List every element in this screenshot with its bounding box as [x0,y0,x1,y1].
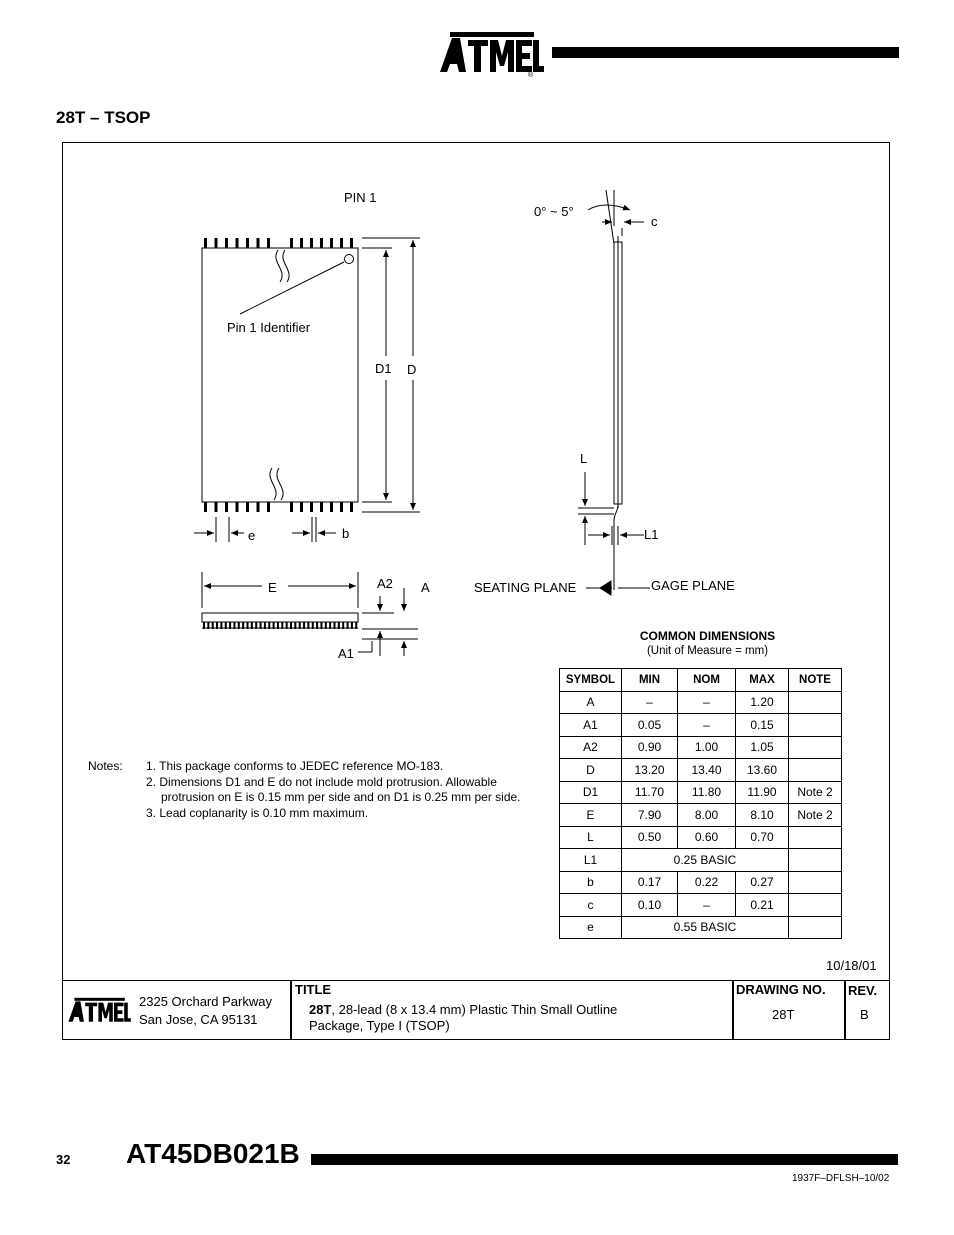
footer-rule [311,1154,898,1165]
package-lead [246,502,249,512]
package-lead [236,502,239,512]
table-cell [789,714,842,737]
col-note: NOTE [789,669,842,692]
table-cell: 8.00 [678,804,736,827]
table-row [560,871,842,894]
table-cell [789,871,842,894]
rev-value: B [860,1007,869,1022]
package-lead [312,622,314,629]
package-lead [238,622,240,629]
package-lead [203,622,205,629]
table-cell: 0.21 [736,894,789,917]
package-lead [330,238,333,248]
table-cell: 1.20 [736,691,789,714]
package-lead [307,622,309,629]
l1-label: L1 [644,527,659,542]
package-lead [204,238,207,248]
col-nom: NOM [678,669,736,692]
package-lead [277,622,279,629]
package-lead [257,238,260,248]
package-lead [204,502,207,512]
package-lead [246,238,249,248]
package-lead [350,502,353,512]
col-max: MAX [736,669,789,692]
col-symbol: SYMBOL [560,669,622,692]
table-row [560,804,842,827]
title-label: TITLE [295,982,332,997]
table-cell: 0.25 BASIC [622,849,789,872]
table-cell: 0.27 [736,871,789,894]
package-lead [216,622,218,629]
package-lead [229,622,231,629]
table-cell: – [678,691,736,714]
table-cell: 11.70 [622,781,678,804]
notes-label: Notes: [88,759,123,773]
package-lead [290,238,293,248]
E-label: E [268,580,277,595]
table-cell: 0.10 [622,894,678,917]
package-lead [212,622,214,629]
package-lead [310,502,313,512]
table-row [560,759,842,782]
table-cell: 1.05 [736,736,789,759]
package-lead [355,622,357,629]
table-cell [789,691,842,714]
common-dimensions-title: COMMON DIMENSIONS [639,629,776,643]
title-block-divider-1 [290,980,292,1040]
leads-top [204,238,353,248]
rev-label: REV. [848,983,878,998]
package-lead [340,502,343,512]
table-cell: 1.00 [678,736,736,759]
title-description: , 28-lead (8 x 13.4 mm) Plastic Thin Small Outline [331,1002,618,1017]
package-lead [233,622,235,629]
table-row [560,736,842,759]
leads-bottom [204,502,353,512]
package-lead [329,622,331,629]
package-body-end [202,613,358,622]
note-2: 2. Dimensions D1 and E do not include mold protrusion. Allowable [146,775,497,789]
package-lead [294,622,296,629]
package-lead [281,622,283,629]
package-lead [268,622,270,629]
table-cell: 7.90 [622,804,678,827]
package-lead [225,622,227,629]
drawing-no-label: DRAWING NO. [736,982,826,997]
gage-plane-label: GAGE PLANE [651,578,735,593]
table-header-row [560,669,842,692]
table-row [560,781,842,804]
table-cell: D [560,759,622,782]
package-lead [351,622,353,629]
package-lead [299,622,301,629]
table-cell: Note 2 [789,804,842,827]
table-cell [789,894,842,917]
title-line-2: Package, Type I (TSOP) [309,1018,450,1033]
document-code: 1937F–DFLSH–10/02 [792,1173,890,1184]
note-1: 1. This package conforms to JEDEC reference MO-183. [146,759,444,773]
address-line-2: San Jose, CA 95131 [139,1012,258,1027]
note-3: 3. Lead coplanarity is 0.10 mm maximum. [146,806,369,820]
package-lead [347,622,349,629]
package-lead [247,622,249,629]
drawing-date: 10/18/01 [826,958,877,973]
table-cell: 0.90 [622,736,678,759]
a1-label: A1 [338,646,354,661]
table-cell: L [560,826,622,849]
table-cell: 0.60 [678,826,736,849]
table-cell: A1 [560,714,622,737]
registered-mark: ® [528,72,534,78]
package-lead [207,622,209,629]
table-cell: A2 [560,736,622,759]
package-lead [260,622,262,629]
package-lead [264,622,266,629]
table-cell [789,916,842,939]
package-lead [215,238,218,248]
package-lead [325,622,327,629]
title-part-number: 28T [309,1002,332,1017]
package-lead [320,238,323,248]
a-label: A [421,580,430,595]
b-label: b [342,526,350,541]
table-row [560,894,842,917]
document-title: AT45DB021B [126,1138,300,1169]
table-cell: 11.90 [736,781,789,804]
table-cell: c [560,894,622,917]
l-label: L [580,451,588,466]
page-number: 32 [56,1152,71,1167]
table-cell: – [622,691,678,714]
table-cell: A [560,691,622,714]
table-row [560,691,842,714]
e-pitch-label: e [248,528,256,543]
angle-label: 0° ~ 5° [534,204,574,219]
table-cell: 0.15 [736,714,789,737]
title-block-divider-3 [844,980,846,1040]
note-2-cont: protrusion on E is 0.15 mm per side and on D1 is 0.25 mm per side. [161,790,521,804]
package-lead [340,238,343,248]
package-lead [251,622,253,629]
table-row [560,916,842,939]
table-cell: 11.80 [678,781,736,804]
table-cell: 13.40 [678,759,736,782]
drawing-no-value: 28T [772,1007,795,1022]
address-line-1: 2325 Orchard Parkway [139,994,272,1009]
package-lead [242,622,244,629]
table-cell: b [560,871,622,894]
table-cell: 13.60 [736,759,789,782]
package-lead [310,238,313,248]
table-row [560,714,842,737]
package-lead [215,502,218,512]
title-line-1 [309,1002,617,1017]
package-body-top [202,248,358,502]
package-lead [320,502,323,512]
package-lead [350,238,353,248]
package-lead [330,502,333,512]
table-cell [789,826,842,849]
table-row [560,826,842,849]
table-cell [789,849,842,872]
title-block-divider-2 [732,980,734,1040]
package-lead [267,502,270,512]
table-cell: 0.05 [622,714,678,737]
package-lead [334,622,336,629]
package-lead [300,502,303,512]
package-lead [338,622,340,629]
package-lead [300,238,303,248]
table-cell: D1 [560,781,622,804]
table-cell: – [678,714,736,737]
table-cell: 0.70 [736,826,789,849]
c-label: c [651,214,658,229]
package-lead [320,622,322,629]
package-lead [290,622,292,629]
col-min: MIN [622,669,678,692]
table-row [560,849,842,872]
package-lead [236,238,239,248]
table-cell: L1 [560,849,622,872]
common-dimensions-subtitle: (Unit of Measure = mm) [646,645,769,657]
table-cell [789,736,842,759]
a2-label: A2 [377,576,393,591]
table-cell: 0.50 [622,826,678,849]
d-label: D [407,362,417,377]
package-lead [286,622,288,629]
table-cell: 13.20 [622,759,678,782]
package-lead [257,502,260,512]
table-cell: – [678,894,736,917]
table-cell: 0.55 BASIC [622,916,789,939]
package-lead [267,238,270,248]
atmel-logo-small [66,994,132,1028]
table-cell: Note 2 [789,781,842,804]
package-lead [225,502,228,512]
dimensions-table [559,668,842,939]
pin1-identifier-label: Pin 1 Identifier [227,320,311,335]
package-lead [255,622,257,629]
package-lead [316,622,318,629]
package-lead [303,622,305,629]
section-title: 28T – TSOP [56,108,151,127]
table-cell: E [560,804,622,827]
pin1-identifier-dot [345,255,354,264]
d1-label: D1 [375,361,392,376]
package-lead [290,502,293,512]
package-lead [342,622,344,629]
pin1-label: PIN 1 [344,190,377,205]
package-lead [273,622,275,629]
seating-plane-label: SEATING PLANE [474,580,577,595]
table-cell [789,759,842,782]
package-lead [225,238,228,248]
table-cell: e [560,916,622,939]
table-cell: 0.17 [622,871,678,894]
table-cell: 0.22 [678,871,736,894]
package-lead [220,622,222,629]
table-cell: 8.10 [736,804,789,827]
